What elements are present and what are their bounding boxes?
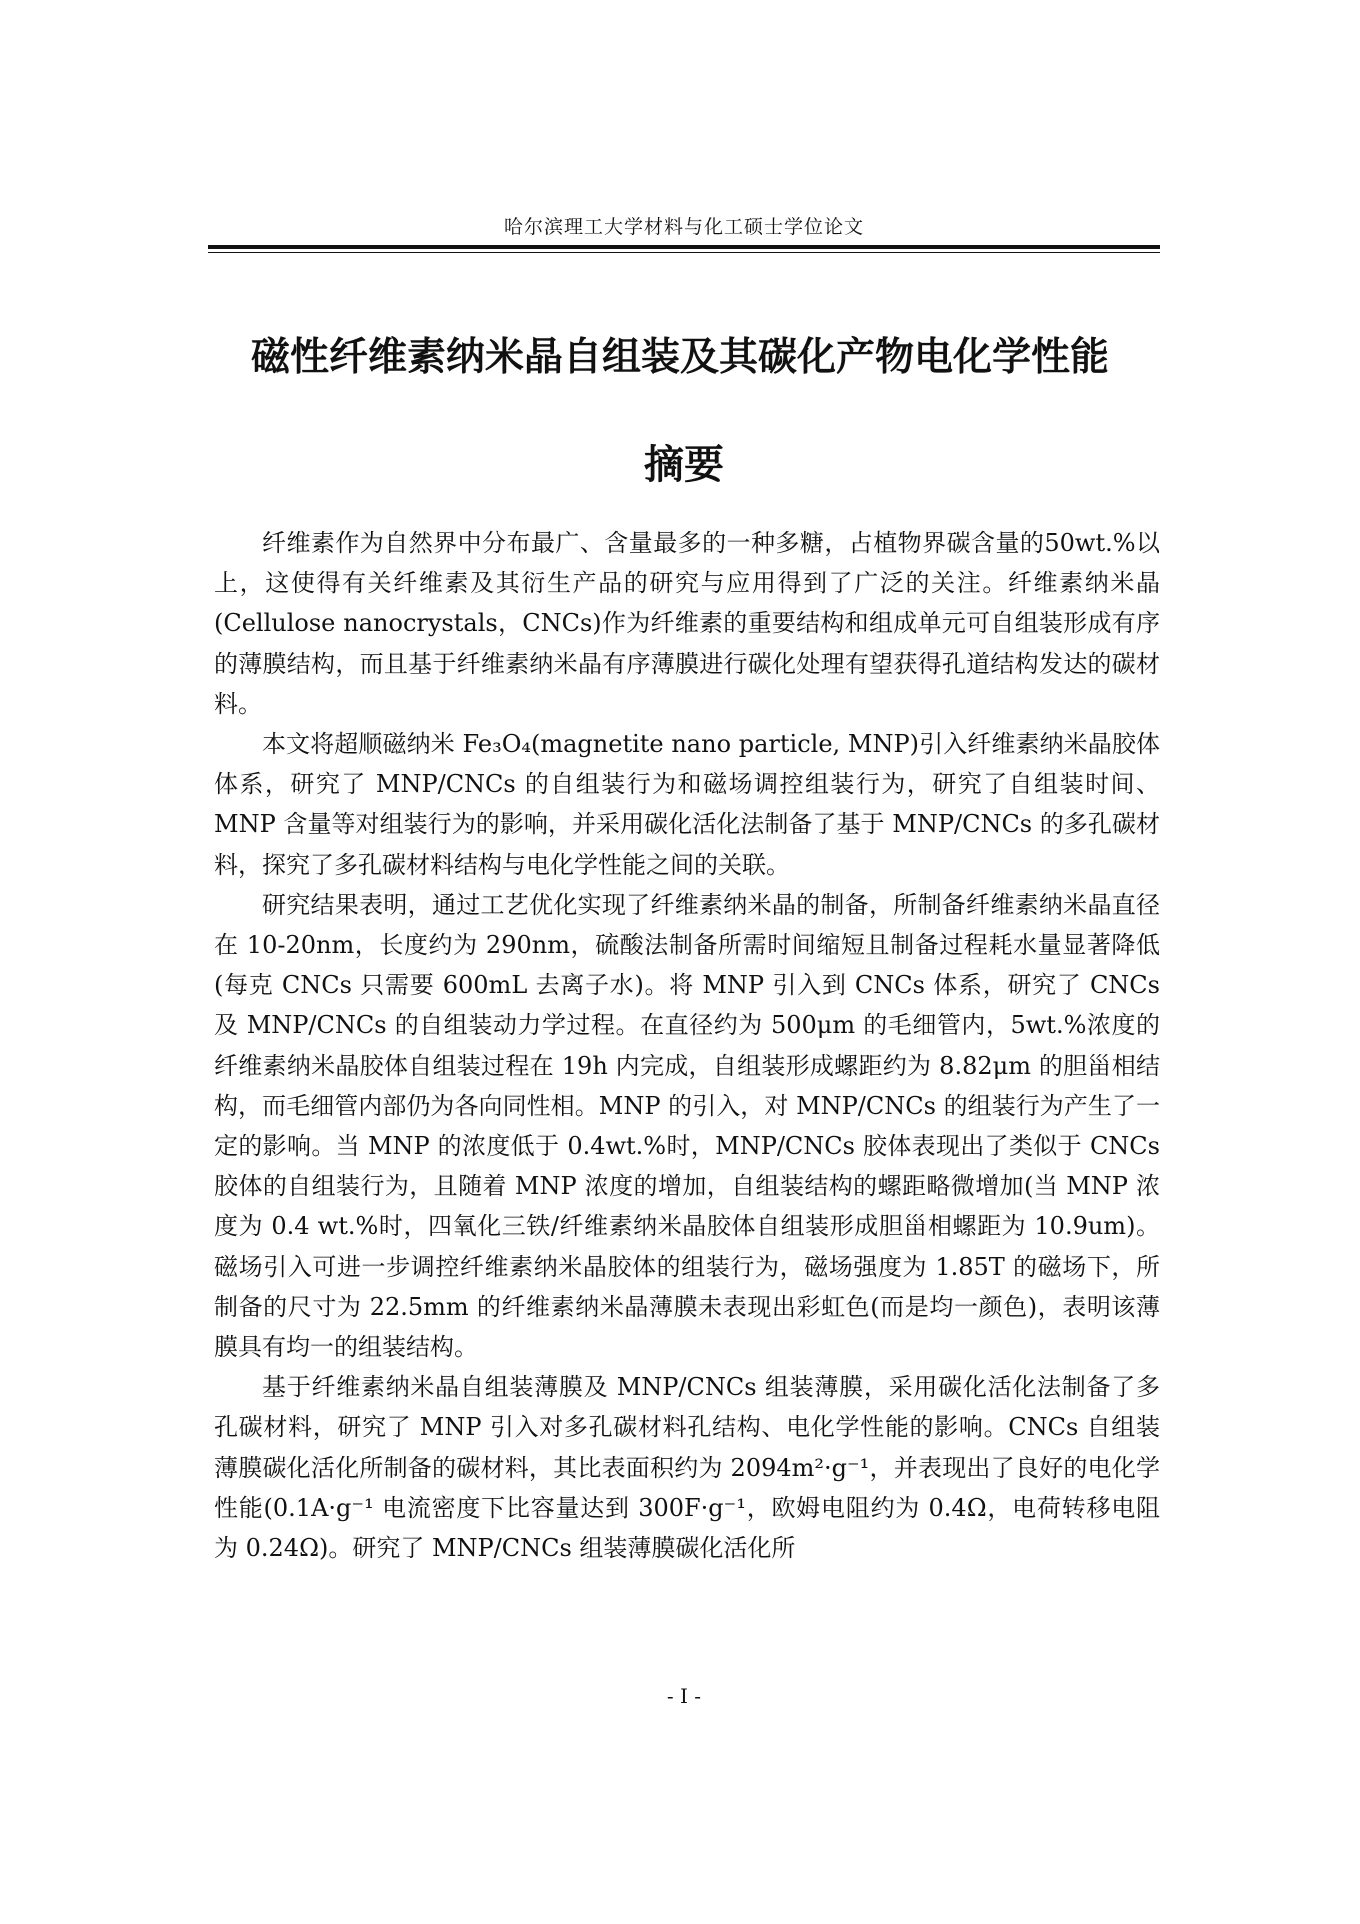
abstract-paragraph-4: 基于纤维素纳米晶自组装薄膜及 MNP/CNCs 组装薄膜，采用碳化活化法制备了多孔碳材料，研究了 MNP 引入对多孔碳材料孔结构、电化学性能的影响。CNCs 自组装薄膜碳化活化所制备的碳材料，其比表面积约为 2094m²·g⁻¹，并表现出了良好的电化学性能(0.1A·g⁻¹ 电流密度下比容量达到 300F·g⁻¹，欧姆电阻约为 0.4Ω，电荷转移电阻为 0.24Ω)。研究了 MNP/CNCs 组装薄膜碳化活化所 <box>214 1373 1160 1563</box>
abstract-heading: 摘要 <box>644 442 724 488</box>
abstract-paragraph-2: 本文将超顺磁纳米 Fe₃O₄(magnetite nano particle, MNP)引入纤维素纳米晶胶体体系，研究了 MNP/CNCs 的自组装行为和磁场调控组装行为，研究了自组装时间、MNP 含量等对组装行为的影响，并采用碳化活化法制备了基于 MNP/CNCs 的多孔碳材料，探究了多孔碳材料结构与电化学性能之间的关联。 <box>214 730 1160 879</box>
page-number: - I - <box>666 1684 702 1708</box>
header-rule-thick <box>208 245 1160 249</box>
abstract-paragraph-1: 纤维素作为自然界中分布最广、含量最多的一种多糖，占植物界碳含量的50wt.%以上，这使得有关纤维素及其衍生产品的研究与应用得到了广泛的关注。纤维素纳米晶(Cellulose nanocrystals，CNCs)作为纤维素的重要结构和组成单元可自组装形成有序的薄膜结构，而且基于纤维素纳米晶有序薄膜进行碳化处理有望获得孔道结构发达的碳材料。 <box>214 529 1160 718</box>
header-rule-thin <box>208 252 1160 253</box>
document-title: 磁性纤维素纳米晶自组装及其碳化产物电化学性能 <box>250 335 1109 380</box>
abstract-paragraph-3: 研究结果表明，通过工艺优化实现了纤维素纳米晶的制备，所制备纤维素纳米晶直径在 10-20nm，长度约为 290nm，硫酸法制备所需时间缩短且制备过程耗水量显著降低(每克 CNCs 只需要 600mL 去离子水)。将 MNP 引入到 CNCs 体系，研究了 CNCs 及 MNP/CNCs 的自组装动力学过程。在直径约为 500μm 的毛细管内，5wt.%浓度的纤维素纳米晶胶体自组装过程在 19h 内完成，自组装形成螺距约为 8.82μm 的胆甾相结构，而毛细管内部仍为各向同性相。MNP 的引入，对 MNP/CNCs 的组装行为产生了一定的影响。当 MNP 的浓度低于 0.4wt.%时，MNP/CNCs 胶体表现出了类似于 CNCs 胶体的自组装行为，且随着 MNP 浓度的增加，自组装结构的螺距略微增加(当 MNP 浓度为 0.4 wt.%时，四氧化三铁/纤维素纳米晶胶体自组装形成胆甾相螺距为 10.9um)。磁场引入可进一步调控纤维素纳米晶胶体的组装行为，磁场强度为 1.85T 的磁场下，所制备的尺寸为 22.5mm 的纤维素纳米晶薄膜未表现出彩虹色(而是均一颜色)，表明该薄膜具有均一的组装结构。 <box>214 890 1160 1362</box>
abstract-body <box>214 523 1160 1568</box>
running-header: 哈尔滨理工大学材料与化工硕士学位论文 <box>503 216 864 238</box>
